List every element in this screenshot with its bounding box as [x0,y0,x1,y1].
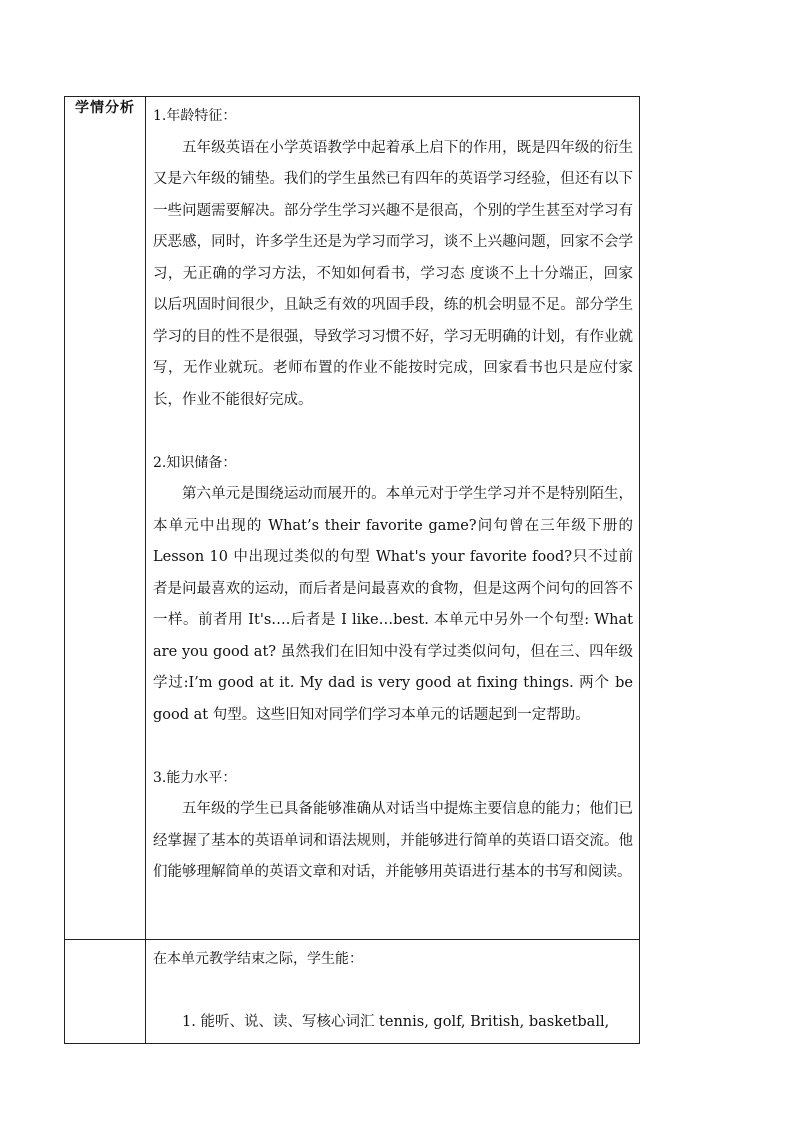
section-paragraph-age: 五年级英语在小学英语教学中起着承上启下的作用，既是四年级的衍生又是六年级的铺垫。我们的学生虽然已有四年的英语学习经验，但还有以下一些问题需要解决。部分学生学习兴趣不是很高，个别的学生甚至对学习有厌恶感，同时，许多学生还是为学习而学习，谈不上兴趣问题，回家不会学习，无正确的学习方法，不知如何看书，学习态 度谈不上十分端正，回家以后巩固时间很少，且缺乏有效的巩固手段，练的机会明显不足。部分学生学习的目的性不是很强，导致学习习惯不好，学习无明确的计划，有作业就写，无作业就玩。老师布置的作业不能按时完成，回家看书也只是应付家长，作业不能很好完成。 [153,139,633,408]
section-paragraph-ability: 五年级的学生已具备能够准确从对话当中提炼主要信息的能力；他们已经掌握了基本的英语单词和语法规则，并能够进行简单的英语口语交流。他们能够理解简单的英语文章和对话，并能够用英语进行基本的书写和阅读。 [153,801,633,880]
row-label-cell [65,940,146,1044]
table-row-student-analysis [65,97,640,940]
row-label-cell [65,97,146,940]
objectives-intro: 在本单元教学结束之际，学生能： [153,951,363,967]
content-cell [146,97,640,940]
row-label-student-analysis: 学情分析 [75,100,135,116]
spacer [153,976,633,1008]
section-heading-age: 1.年龄特征： [153,108,237,124]
section-paragraph-knowledge: 第六单元是围绕运动而展开的。本单元对于学生学习并不是特别陌生，本单元中出现的 What’s their favorite game?问句曾在三年级下册的 Lesson 10 中出现过类似的句型 What's your favorite food?只不过前者是问最喜欢的运动，而后者是问最喜欢的食物，但是这两个问句的回答不一样。前者用 It's….后者是 I like…best. 本单元中另外一个句型: What are you good at? 虽然我们在旧知中没有学过类似问句，但在三、四年级学过:I’m good at it. My dad is very good at fixing things. 两个 be good at 句型。这些旧知对同学们学习本单元的话题起到一定帮助。 [153,486,633,723]
content-cell [146,940,640,1044]
spacer [153,731,633,763]
section-heading-knowledge: 2.知识储备： [153,454,237,471]
spacer [153,416,633,448]
objective-item-1: 1. 能听、说、读、写核心词汇 tennis, golf, British, basketball, [182,1014,610,1030]
analysis-content [146,97,639,893]
lesson-plan-table [64,96,640,1044]
section-heading-ability: 3.能力水平： [153,769,237,786]
table-row-objectives [65,940,640,1044]
objectives-content [146,940,639,1043]
